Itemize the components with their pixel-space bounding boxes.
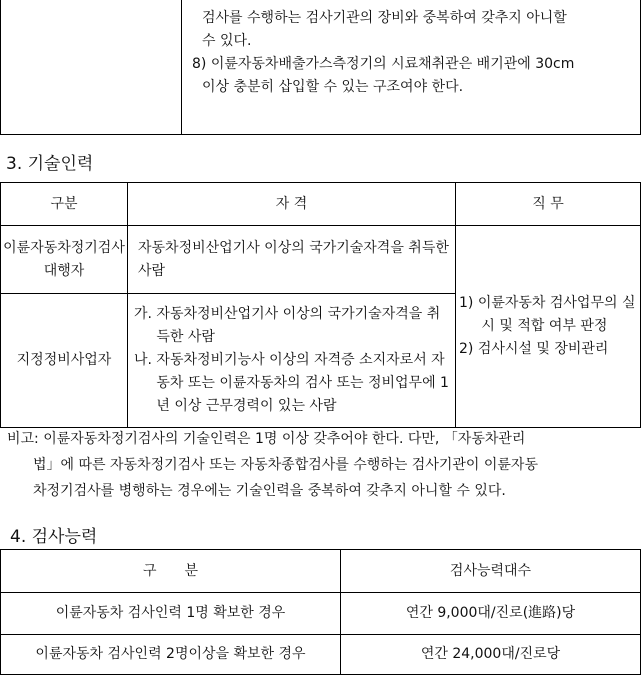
top-continuation-table [0,0,641,135]
section3-heading: 3. 기술인력 [6,154,94,174]
note-block [7,426,637,504]
row1-qualification [128,226,456,294]
note-line-3: 차정기검사를 병행하는 경우에는 기술인력을 중복하여 갖추지 아니할 수 있다. [33,483,506,499]
top-line-4: 이상 충분히 삽입할 수 있는 구조여야 한다. [202,79,464,95]
top-line-2: 수 있다. [202,33,252,49]
row2-qualification-b: 나. 자동차정비기능사 이상의 자격증 소지자로서 자동차 또는 이륜자동차의 검사 또는 정비업무에 1년 이상 근무경력이 있는 사람 [134,352,449,414]
section4-heading: 4. 검사능력 [10,527,98,547]
col-header-category: 구분 [1,183,128,226]
duty-item-2: 2) 검사시설 및 장비관리 [459,341,609,357]
capacity-row2-value: 연간 24,000대/진로당 [341,635,641,675]
capacity-row2-label: 이륜자동차 검사인력 2명이상을 확보한 경우 [1,635,341,675]
note-line-1: 비고: 이륜자동차정기검사의 기술인력은 1명 이상 갖추어야 한다. 다만, 「자동차관리 [7,431,526,447]
note-line-2: 법」에 따른 자동차정기검사 또는 자동차종합검사를 수행하는 검사기관이 이륜자동 [33,457,538,473]
row1-category-label: 이륜자동차정기검사대행자 [3,239,125,279]
capacity-header-count: 검사능력대수 [341,550,641,593]
tech-personnel-table [0,182,641,428]
capacity-row1-label: 이륜자동차 검사인력 1명 확보한 경우 [1,593,341,635]
duty-item-1: 1) 이륜자동차 검사업무의 실시 및 적합 여부 판정 [459,295,636,334]
row1-qualification-text: 자동차정비산업기사 이상의 국가기술자격을 취득한 사람 [138,239,449,279]
top-content-cell [182,0,641,135]
col-header-qualification: 자 격 [128,183,456,226]
row2-category: 지정정비사업자 [1,294,128,428]
capacity-row1-value: 연간 9,000대/진로(進路)당 [341,593,641,635]
row2-qualification-a: 가. 자동차정비산업기사 이상의 국가기술자격을 취득한 사람 [134,306,441,345]
row1-category [1,226,128,294]
top-line-3: 8) 이륜자동차배출가스측정기의 시료채취관은 배기관에 30cm [192,56,575,72]
top-empty-cell [1,0,182,135]
capacity-header-category: 구 분 [1,550,341,593]
duties-cell [456,226,641,428]
row2-qualification [128,294,456,428]
inspection-capacity-table [0,549,641,675]
col-header-duties: 직 무 [456,183,641,226]
top-line-1: 검사를 수행하는 검사기관의 장비와 중복하여 갖추지 아니할 [202,10,567,26]
